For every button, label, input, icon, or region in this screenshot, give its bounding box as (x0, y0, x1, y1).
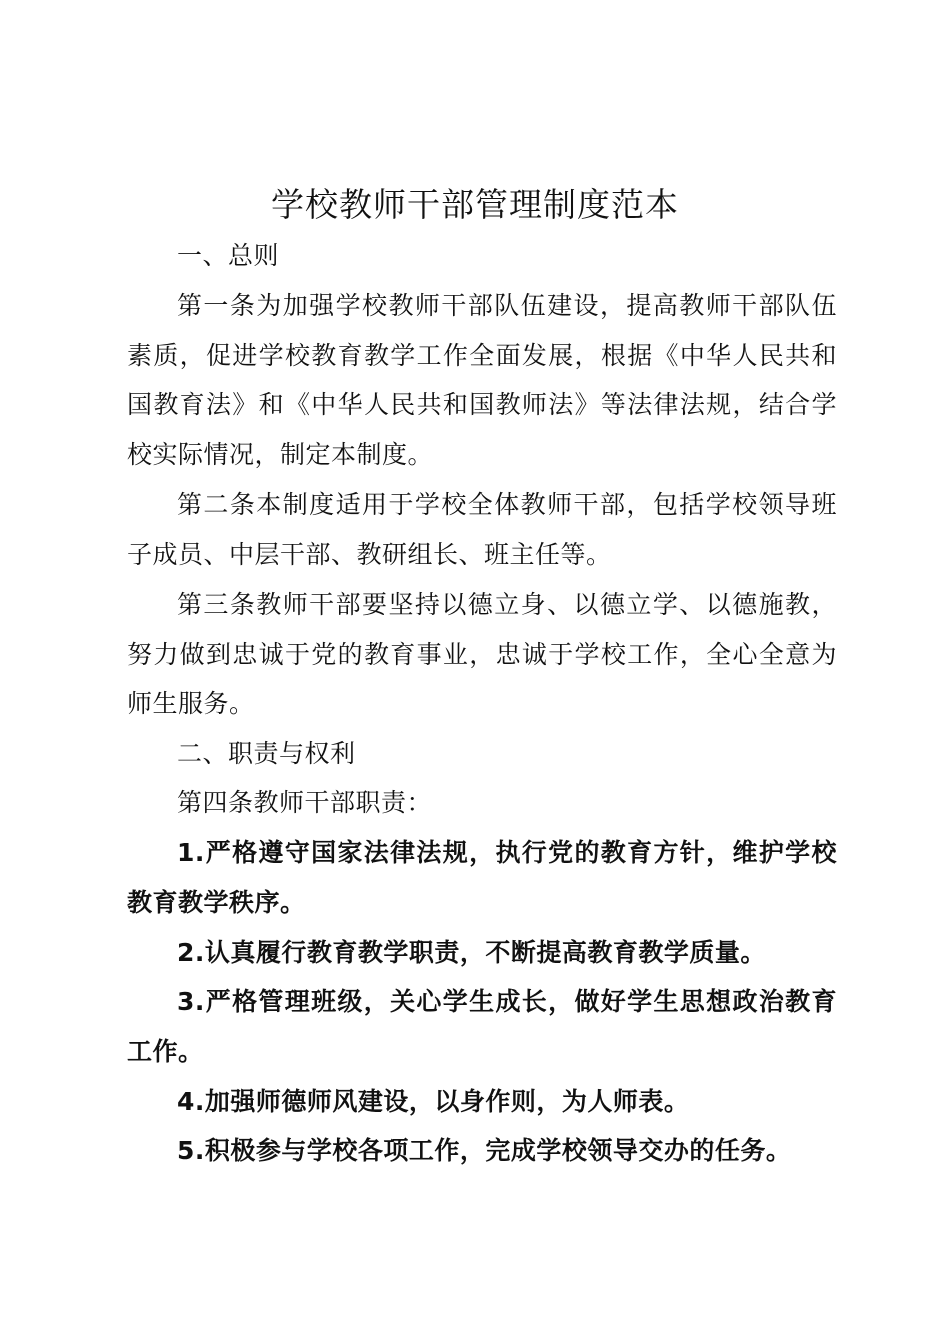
page-title: 学校教师干部管理制度范本 (271, 185, 679, 224)
section-heading-general: 一、总则 (177, 241, 280, 270)
article-4: 第四条教师干部职责： (177, 788, 433, 817)
article-3: 第三条教师干部要坚持以德立身、以德立学、以德施教，努力做到忠诚于党的教育事业，忠诚于学校工作，全心全意为师生服务。 (127, 590, 837, 719)
article-1: 第一条为加强学校教师干部队伍建设，提高教师干部队伍素质，促进学校教育教学工作全面发展，根据《中华人民共和国教育法》和《中华人民共和国教师法》等法律法规，结合学校实际情况，制定本制度。 (127, 291, 837, 469)
duty-item-3: 3.严格管理班级，关心学生成长，做好学生思想政治教育工作。 (127, 987, 837, 1066)
article-2: 第二条本制度适用于学校全体教师干部，包括学校领导班子成员、中层干部、教研组长、班主任等。 (127, 490, 837, 569)
duty-item-1: 1.严格遵守国家法律法规，执行党的教育方针，维护学校教育教学秩序。 (127, 838, 837, 917)
duty-item-5: 5.积极参与学校各项工作，完成学校领导交办的任务。 (177, 1136, 792, 1165)
duty-item-4: 4.加强师德师风建设，以身作则，为人师表。 (177, 1087, 690, 1116)
duty-item-2: 2.认真履行教育教学职责，不断提高教育教学质量。 (177, 938, 766, 967)
section-heading-duties: 二、职责与权利 (177, 739, 356, 768)
